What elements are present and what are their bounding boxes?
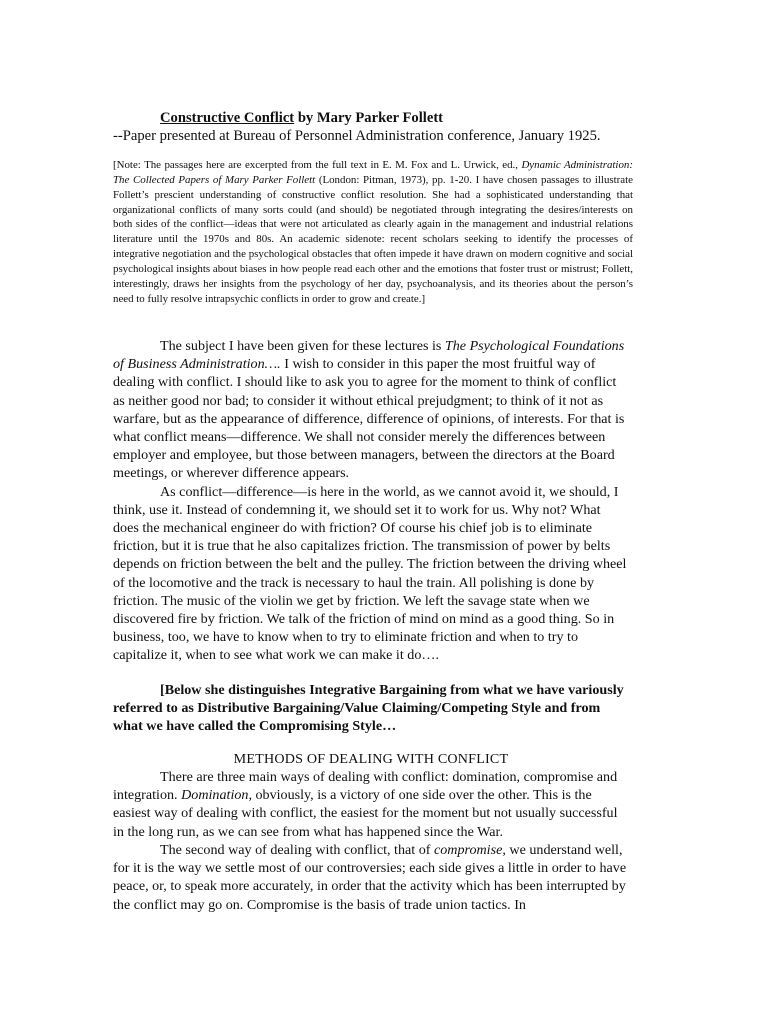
paragraph-1-text-a: The subject I have been given for these lectures is <box>160 338 445 354</box>
paragraph-4-text-a: The second way of dealing with conflict, that of <box>160 841 434 858</box>
domination-italic: Domination <box>181 787 249 804</box>
body-text <box>113 337 629 914</box>
paragraph-3-text-a: There are three main ways of dealing with conflict: domination, compromise and integration. <box>113 769 618 804</box>
compromise-italic: compromise <box>433 841 503 858</box>
document-subtitle: --Paper presented at Bureau of Personnel Administration conference, January 1925. <box>113 128 601 144</box>
note-book-title: Dynamic Administration: The Collected Papers of Mary Parker Follett <box>113 159 633 186</box>
paragraph-3 <box>113 768 629 841</box>
paragraph-4 <box>113 841 629 914</box>
author-byline: by Mary Parker Follett <box>294 110 444 126</box>
paragraph-3-text-b: , obviously, is a victory of one side over the other. This is the easiest way of dealing with conflict, the easiest for the moment but not usually successful in the long run, as we can see from what has happened since the War. <box>113 787 618 840</box>
document-title: Constructive Conflict <box>160 110 295 126</box>
paragraph-1 <box>113 337 629 483</box>
note-text-1: [Note: The passages here are excerpted from the full text in E. M. Fox and L. Urwick, ed., <box>113 159 522 171</box>
lecture-title-italic: The Psychological Foundations of Business Administration…. <box>113 338 625 373</box>
note-text-2: (London: Pitman, 1973), pp. 1-20. I have chosen passages to illustrate Follett’s prescient understanding of constructive conflict resolution. She had a sophisticated understanding that organizational conflicts of many sorts could (and should) be negotiated through integrating the desires/interests on both sides of the conflict—ideas that were not articulated as clearly again in the management and industrial relations literature until the 1970s and 80s. An academic sidenote: recent scholars seeking to identify the processes of integrative negotiation and the psychological obstacles that often impede it have drawn on modern cognitive and social psychological insights about biases in how people read each other and the emotions that foster trust or mistrust; Follett, interestingly, draws her insights from the psychology of her day, psychoanalysis, and its theories about the person’s need to fully resolve intrapsychic conflicts in order to grow and create.] <box>113 173 633 305</box>
paragraph-2: As conflict—difference—is here in the world, as we cannot avoid it, we should, I think, use it. Instead of condemning it, we should set it to work for us. Why not? What does the mechanical engineer do with friction? Of course his chief job is to eliminate friction, but it is true that he also capitalizes friction. The transmission of power by belts depends on friction between the belt and the pulley. The friction between the driving wheel of the locomotive and the track is necessary to haul the train. All polishing is done by friction. The music of the violin we get by friction. We left the savage state when we discovered fire by friction. We talk of the friction of mind on mind as a good thing. So in business, too, we have to know when to try to eliminate friction and when to try to capitalize it, when to see what work we can make it do…. <box>113 483 627 664</box>
paragraph-4-text-b: , we understand well, for it is the way we settle most of our controversies; each side gives a little in order to have peace, or, to speak more accurately, in order that the activity which has been interrupted by the conflict may go on. Compromise is the basis of trade union tactics. In <box>113 841 627 913</box>
document-header <box>113 109 673 145</box>
title-line <box>113 109 673 127</box>
bold-editor-note: [Below she distinguishes Integrative Bargaining from what we have variously referred to as Distributive Bargaining/Value Claiming/Competing Style and from what we have called the Compromising Style… <box>113 681 624 735</box>
section-heading: METHODS OF DEALING WITH CONFLICT <box>233 750 509 767</box>
paragraph-1-text-b: I wish to consider in this paper the most fruitful way of dealing with conflict. I should like to ask you to agree for the moment to think of conflict as neither good nor bad; to consider it without ethical prejudgment; to think of it not as warfare, but as the appearance of difference, difference of opinions, of interests. For that is what conflict means—difference. We shall not consider merely the differences between employer and employee, but those between managers, between the directors at the Board meetings, or wherever difference appears. <box>113 356 625 482</box>
editor-note-block <box>113 158 633 306</box>
